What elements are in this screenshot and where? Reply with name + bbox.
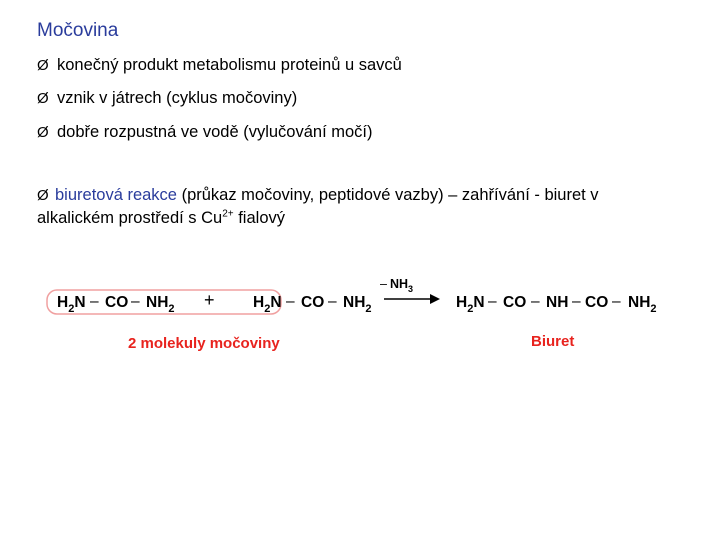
svg-text:CO: CO	[585, 294, 609, 311]
arrow-bullet-icon: Ø	[37, 187, 49, 204]
biuret-reaction-text: (průkaz močoviny, peptidové vazby) – zahřívání - biuret v alkalickém prostředí s Cu	[37, 186, 599, 227]
svg-text:CO: CO	[105, 294, 129, 311]
svg-text:NH2: $NH_2$	[343, 294, 372, 315]
arrow-bullet-icon: Ø	[37, 57, 49, 74]
svg-text:H2N: $H_2N$	[456, 294, 485, 315]
biuret-reaction-tail: fialový	[233, 209, 285, 227]
bullet-biuret-reaction	[37, 184, 677, 229]
svg-text:NH: NH	[546, 294, 569, 311]
svg-text:H2N: $H_2N$	[253, 294, 282, 315]
arrow-bullet-icon: Ø	[37, 90, 49, 107]
arrow-bullet-icon: Ø	[37, 124, 49, 141]
svg-text:–: –	[488, 293, 497, 310]
svg-text:–: –	[131, 293, 140, 310]
svg-text:H2N: $H_2N$	[57, 294, 86, 315]
svg-text:–: –	[531, 293, 540, 310]
svg-text:–: –	[90, 293, 99, 310]
svg-text:–NH3: – $NH_3$	[380, 277, 414, 294]
svg-text:–: –	[286, 293, 295, 310]
svg-text:NH2: $NH_2$	[146, 294, 175, 315]
svg-text:NH2: $NH_2$	[628, 294, 657, 315]
bullet-text: vznik v játrech (cyklus močoviny)	[57, 89, 298, 107]
product-label: Biuret	[531, 333, 575, 350]
reaction-arrow-head	[430, 294, 440, 304]
biuret-reaction-scheme	[0, 250, 720, 370]
svg-text:CO: CO	[503, 294, 527, 311]
biuret-molecule	[456, 293, 657, 315]
reactants-label: 2 molekuly močoviny	[128, 335, 280, 352]
bullet-liver	[37, 89, 297, 108]
svg-text:–: –	[572, 293, 581, 310]
svg-text:–: –	[328, 293, 337, 310]
bullet-end-product	[37, 56, 402, 75]
copper-charge-superscript: 2+	[222, 208, 234, 220]
biuret-reaction-term: biuretová reakce	[55, 186, 177, 204]
plus-sign: +	[204, 290, 215, 310]
svg-text:CO: CO	[301, 294, 325, 311]
bullet-text: konečný produkt metabolismu proteinů u savců	[57, 56, 402, 74]
urea-molecule-1	[57, 293, 175, 315]
ammonia-byproduct	[380, 277, 413, 294]
bullet-solubility	[37, 123, 373, 142]
page-title: Močovina	[37, 20, 119, 41]
urea-molecule-2	[253, 293, 372, 315]
svg-text:–: –	[612, 293, 621, 310]
bullet-text: dobře rozpustná ve vodě (vylučování močí)	[57, 123, 373, 141]
